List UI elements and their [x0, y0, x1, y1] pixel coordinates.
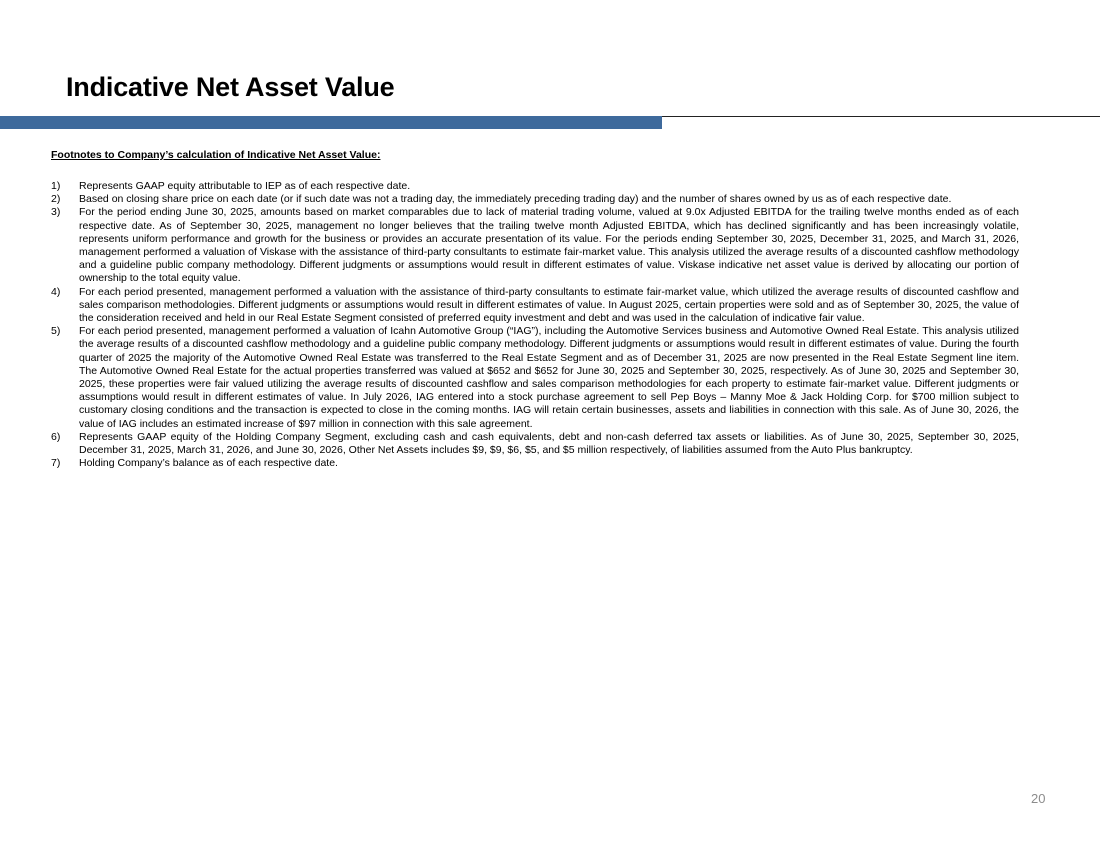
footnotes-heading: Footnotes to Company’s calculation of Indicative Net Asset Value: [51, 149, 381, 161]
footnote-text: Represents GAAP equity of the Holding Company Segment, excluding cash and cash equivalents, debt and non-cash deferred tax assets or liabilities. As of June 30, 2025, September 30, 2025, December 31, 2025, March 31, 2026, and June 30, 2026, Other Net Assets includes $9, $9, $6, $5, and $5 million respectively, of liabilities assumed from the Auto Plus bankruptcy. [79, 430, 1019, 457]
footnote-text: Based on closing share price on each date (or if such date was not a trading day, the immediately preceding trading day) and the number of shares owned by us as of each respective date. [79, 193, 952, 206]
footnote-text: For each period presented, management performed a valuation of Icahn Automotive Group (“IAG”), including the Automotive Services business and Automotive Owned Real Estate. This analysis utilized the average results of a discounted cashflow methodology and a guideline public company methodology. Different judgments or assumptions would result in different estimates of value. During the fourth quarter of 2025 the majority of the Automotive Owned Real Estate was transferred to the Real Estate Segment and as of December 31, 2025 are now presented in the Real Estate Segment line item. The Automotive Owned Real Estate for the actual properties transferred was valued at $652 and $652 for June 30, 2025 and September 30, 2025, respectively. As of June 30, 2025 and September 30, 2025, these properties were fair valued utilizing the average results of discounted cashflow and sales comparison methodologies for each property to estimate fair-market value. Different judgments or assumptions would result in different estimates of value. In July 2026, IAG entered into a stock purchase agreement to sell Pep Boys – Manny Moe & Jack Holding Corp. for $700 million subject to customary closing conditions and the transaction is expected to close in the coming months. IAG will retain certain businesses, assets and liabilities in connection with this sale. As of June 30, 2026, the value of IAG includes an estimated increase of $97 million in connection with this sale agreement. [79, 325, 1019, 430]
footnote-text: Represents GAAP equity attributable to IEP as of each respective date. [79, 180, 411, 192]
footnote-text: For each period presented, management performed a valuation with the assistance of third-party consultants to estimate fair-market value, which utilized the average results of discounted cashflow and sales comparison methodologies. Different judgments or assumptions would result in different estimates of value. In August 2025, certain properties were sold and as of September 30, 2025, the value of the consideration received and held in our Real Estate Segment consisted of preferred equity investment and debt and was used in the calculation of indicative fair value. [79, 285, 1019, 325]
footnote-item [51, 286, 1019, 326]
page-title: Indicative Net Asset Value [66, 72, 395, 102]
footnote-number: 3) [51, 206, 61, 219]
footnote-item [51, 206, 1019, 285]
footnote-number: 2) [51, 193, 61, 206]
footnotes-list [51, 180, 1019, 470]
footnote-number: 6) [51, 430, 61, 443]
footnote-item [51, 193, 1019, 206]
footnote-number: 4) [51, 285, 61, 298]
footnote-item [51, 457, 1019, 470]
title-accent-bar [0, 116, 662, 129]
footnote-text: For the period ending June 30, 2025, amounts based on market comparables due to lack of material trading volume, valued at 9.0x Adjusted EBITDA for the trailing twelve months ended as of each respective date. As of September 30, 2025, management no longer believes that the trailing twelve month Adjusted EBITDA, which has declined significantly and has been increasingly volatile, represents uniform performance and growth for the business or provides an accurate presentation of its value. For the periods ending September 30, 2025, December 31, 2025, and March 31, 2026, management performed a valuation of Viskase with the assistance of third-party consultants to estimate fair-market value. This analysis utilized the average results of a discounted cashflow methodology and a guideline public company methodology. Different judgments or assumptions would result in different estimates of value. Viskase indicative net asset value is derived by allocating our portion of ownership to the total equity value. [79, 206, 1019, 285]
footnote-item [51, 180, 1019, 193]
title-rule-line [662, 116, 1100, 117]
footnote-item [51, 325, 1019, 431]
footnote-number: 5) [51, 325, 61, 338]
footnote-number: 7) [51, 457, 61, 470]
footnote-number: 1) [51, 180, 61, 192]
page-number: 20 [1031, 791, 1046, 806]
footnote-text: Holding Company’s balance as of each respective date. [79, 457, 338, 470]
footnote-item [51, 431, 1019, 457]
